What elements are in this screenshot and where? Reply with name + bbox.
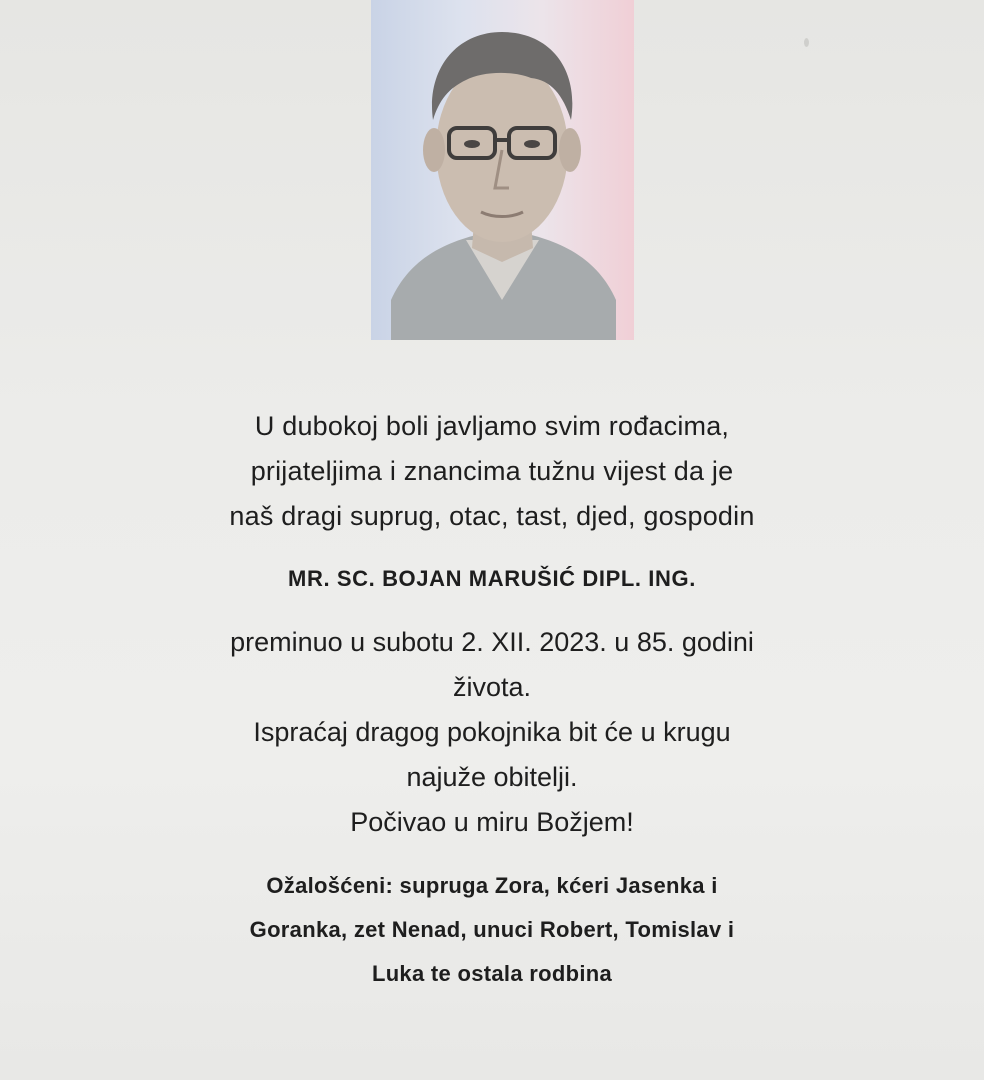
deceased-name: MR. SC. BOJAN MARUŠIĆ DIPL. ING. bbox=[288, 566, 696, 591]
announcement-line: preminuo u subotu 2. XII. 2023. u 85. godini bbox=[230, 627, 754, 657]
intro-line: U dubokoj boli javljamo svim rođacima, bbox=[254, 411, 730, 441]
announcement-line: Počivao u miru Božjem! bbox=[350, 807, 634, 837]
mourners-line: Luka te ostala rodbina bbox=[371, 961, 613, 986]
mourners-list bbox=[150, 864, 834, 996]
intro-line: prijateljima i znancima tužnu vijest da je bbox=[250, 456, 734, 486]
mourners-line: Ožalošćeni: supruga Zora, kćeri Jasenka i bbox=[266, 873, 718, 898]
intro-text bbox=[150, 404, 834, 539]
portrait-photo bbox=[371, 0, 634, 340]
intro-line: naš dragi suprug, otac, tast, djed, gospodin bbox=[229, 501, 755, 531]
portrait-image bbox=[371, 0, 634, 340]
announcement-line: Ispraćaj dragog pokojnika bit će u krugu bbox=[253, 717, 731, 747]
mourners-line: Goranka, zet Nenad, unuci Robert, Tomislav i bbox=[249, 917, 735, 942]
announcement-line: najuže obitelji. bbox=[406, 762, 578, 792]
death-announcement bbox=[150, 620, 834, 845]
announcement-line: života. bbox=[452, 672, 532, 702]
paper-speck bbox=[804, 38, 809, 47]
